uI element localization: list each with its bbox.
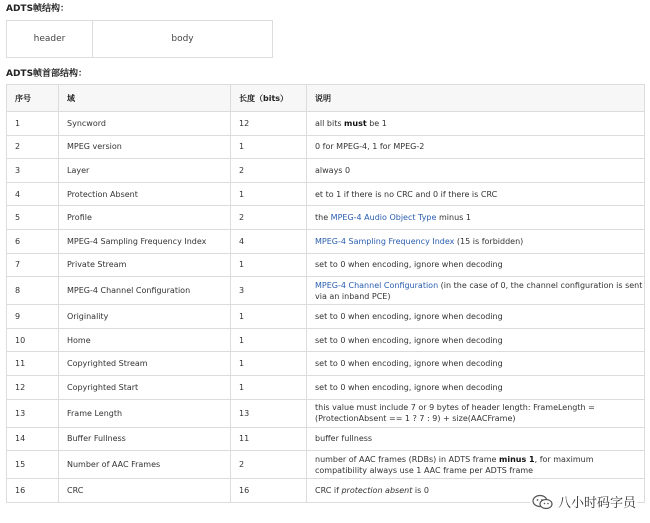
row-field: Private Stream xyxy=(59,253,231,277)
desc-link[interactable]: MPEG-4 Channel Configuration xyxy=(315,280,439,290)
table-row xyxy=(7,375,645,399)
row-description xyxy=(307,206,645,230)
body-cell: body xyxy=(93,21,273,58)
row-field: Syncword xyxy=(59,112,231,136)
desc-text: is 0 xyxy=(412,485,429,495)
row-description xyxy=(307,253,645,277)
row-index: 2 xyxy=(7,135,59,159)
desc-text: set to 0 when encoding, ignore when decoding xyxy=(315,335,503,345)
row-field: CRC xyxy=(59,479,231,503)
row-field: Layer xyxy=(59,159,231,183)
row-field: MPEG-4 Sampling Frequency Index xyxy=(59,229,231,253)
desc-text: set to 0 when encoding, ignore when decoding xyxy=(315,311,503,321)
row-description xyxy=(307,229,645,253)
row-index: 10 xyxy=(7,328,59,352)
wechat-icon xyxy=(532,494,554,510)
row-length: 1 xyxy=(231,328,307,352)
row-description xyxy=(307,182,645,206)
row-description xyxy=(307,135,645,159)
row-length: 1 xyxy=(231,182,307,206)
adts-frame-structure-table xyxy=(6,20,273,58)
table-row xyxy=(7,159,645,183)
row-field: MPEG-4 Channel Configuration xyxy=(59,277,231,305)
row-field: Protection Absent xyxy=(59,182,231,206)
desc-text: (15 is forbidden) xyxy=(454,236,524,246)
row-length: 1 xyxy=(231,253,307,277)
row-field: Home xyxy=(59,328,231,352)
row-length: 1 xyxy=(231,352,307,376)
row-length: 12 xyxy=(231,112,307,136)
row-description xyxy=(307,305,645,329)
row-index: 14 xyxy=(7,427,59,451)
row-length: 2 xyxy=(231,159,307,183)
col-field-header: 域 xyxy=(59,85,231,112)
table-row xyxy=(7,182,645,206)
table-row xyxy=(7,427,645,451)
row-description xyxy=(307,352,645,376)
desc-text: (in the case of 0, the channel configuration is sent via an inband PCE) xyxy=(315,280,643,301)
desc-text: et to 1 if there is no CRC and 0 if there is CRC xyxy=(315,189,498,199)
row-length: 2 xyxy=(231,206,307,230)
row-index: 5 xyxy=(7,206,59,230)
desc-text: this value must include 7 or 9 bytes of header length: FrameLength = (ProtectionAbsent == 1 ? 7 : 9) + size(AACFrame) xyxy=(315,403,595,424)
table-row xyxy=(7,135,645,159)
row-index: 3 xyxy=(7,159,59,183)
row-index: 4 xyxy=(7,182,59,206)
col-desc-header: 说明 xyxy=(307,85,645,112)
structure-title: ADTS帧结构： xyxy=(6,4,70,14)
row-description xyxy=(307,451,645,479)
row-field: Frame Length xyxy=(59,399,231,427)
header-structure-title: ADTS帧首部结构： xyxy=(6,69,88,79)
row-field: Profile xyxy=(59,206,231,230)
desc-text: buffer fullness xyxy=(315,434,373,444)
row-length: 1 xyxy=(231,375,307,399)
desc-text: number of AAC frames (RDBs) in ADTS frame xyxy=(315,454,500,464)
row-index: 15 xyxy=(7,451,59,479)
row-description xyxy=(307,375,645,399)
header-cell: header xyxy=(7,21,93,58)
row-description xyxy=(307,399,645,427)
table-row xyxy=(7,206,645,230)
desc-text: minus 1 xyxy=(436,213,471,223)
row-length: 11 xyxy=(231,427,307,451)
row-index: 7 xyxy=(7,253,59,277)
watermark-text: 八小时码字员 xyxy=(557,496,636,511)
row-length: 1 xyxy=(231,305,307,329)
desc-text: set to 0 when encoding, ignore when decoding xyxy=(315,359,503,369)
table-row xyxy=(7,229,645,253)
table-header-row xyxy=(7,85,645,112)
row-field: Copyrighted Start xyxy=(59,375,231,399)
desc-text: minus 1 xyxy=(499,454,535,464)
row-index: 11 xyxy=(7,352,59,376)
table-row xyxy=(7,305,645,329)
desc-text: 0 for MPEG-4, 1 for MPEG-2 xyxy=(315,142,425,152)
col-length-header: 长度（bits） xyxy=(231,85,307,112)
row-length: 16 xyxy=(231,479,307,503)
row-length: 4 xyxy=(231,229,307,253)
row-field: MPEG version xyxy=(59,135,231,159)
row-description xyxy=(307,277,645,305)
row-description xyxy=(307,112,645,136)
row-description xyxy=(307,159,645,183)
desc-text: always 0 xyxy=(315,165,351,175)
table-row xyxy=(7,253,645,277)
row-field: Buffer Fullness xyxy=(59,427,231,451)
row-index: 9 xyxy=(7,305,59,329)
row-length: 13 xyxy=(231,399,307,427)
row-description xyxy=(307,328,645,352)
table-row xyxy=(7,328,645,352)
watermark xyxy=(530,492,638,511)
row-field: Number of AAC Frames xyxy=(59,451,231,479)
row-field: Originality xyxy=(59,305,231,329)
row-index: 12 xyxy=(7,375,59,399)
desc-text: , for maximum compatibility always use 1 AAC frame per ADTS frame xyxy=(315,454,594,475)
row-field: Copyrighted Stream xyxy=(59,352,231,376)
desc-link[interactable]: MPEG-4 Sampling Frequency Index xyxy=(315,236,455,246)
row-index: 13 xyxy=(7,399,59,427)
desc-link[interactable]: MPEG-4 Audio Object Type xyxy=(330,213,437,223)
row-length: 1 xyxy=(231,135,307,159)
table-row xyxy=(7,352,645,376)
row-index: 16 xyxy=(7,479,59,503)
desc-text: all bits xyxy=(315,118,345,128)
col-index-header: 序号 xyxy=(7,85,59,112)
table-row xyxy=(7,112,645,136)
desc-text: protection absent xyxy=(341,485,413,495)
desc-text: CRC if xyxy=(315,485,342,495)
desc-text: must xyxy=(344,118,367,128)
row-index: 8 xyxy=(7,277,59,305)
row-length: 3 xyxy=(231,277,307,305)
row-description xyxy=(307,427,645,451)
desc-text: be 1 xyxy=(366,118,387,128)
row-index: 6 xyxy=(7,229,59,253)
table-row xyxy=(7,277,645,305)
adts-header-table xyxy=(6,84,645,503)
desc-text: set to 0 when encoding, ignore when decoding xyxy=(315,382,503,392)
row-index: 1 xyxy=(7,112,59,136)
table-row xyxy=(7,399,645,427)
table-row xyxy=(7,451,645,479)
desc-text: the xyxy=(315,213,331,223)
row-length: 2 xyxy=(231,451,307,479)
desc-text: set to 0 when encoding, ignore when decoding xyxy=(315,260,503,270)
